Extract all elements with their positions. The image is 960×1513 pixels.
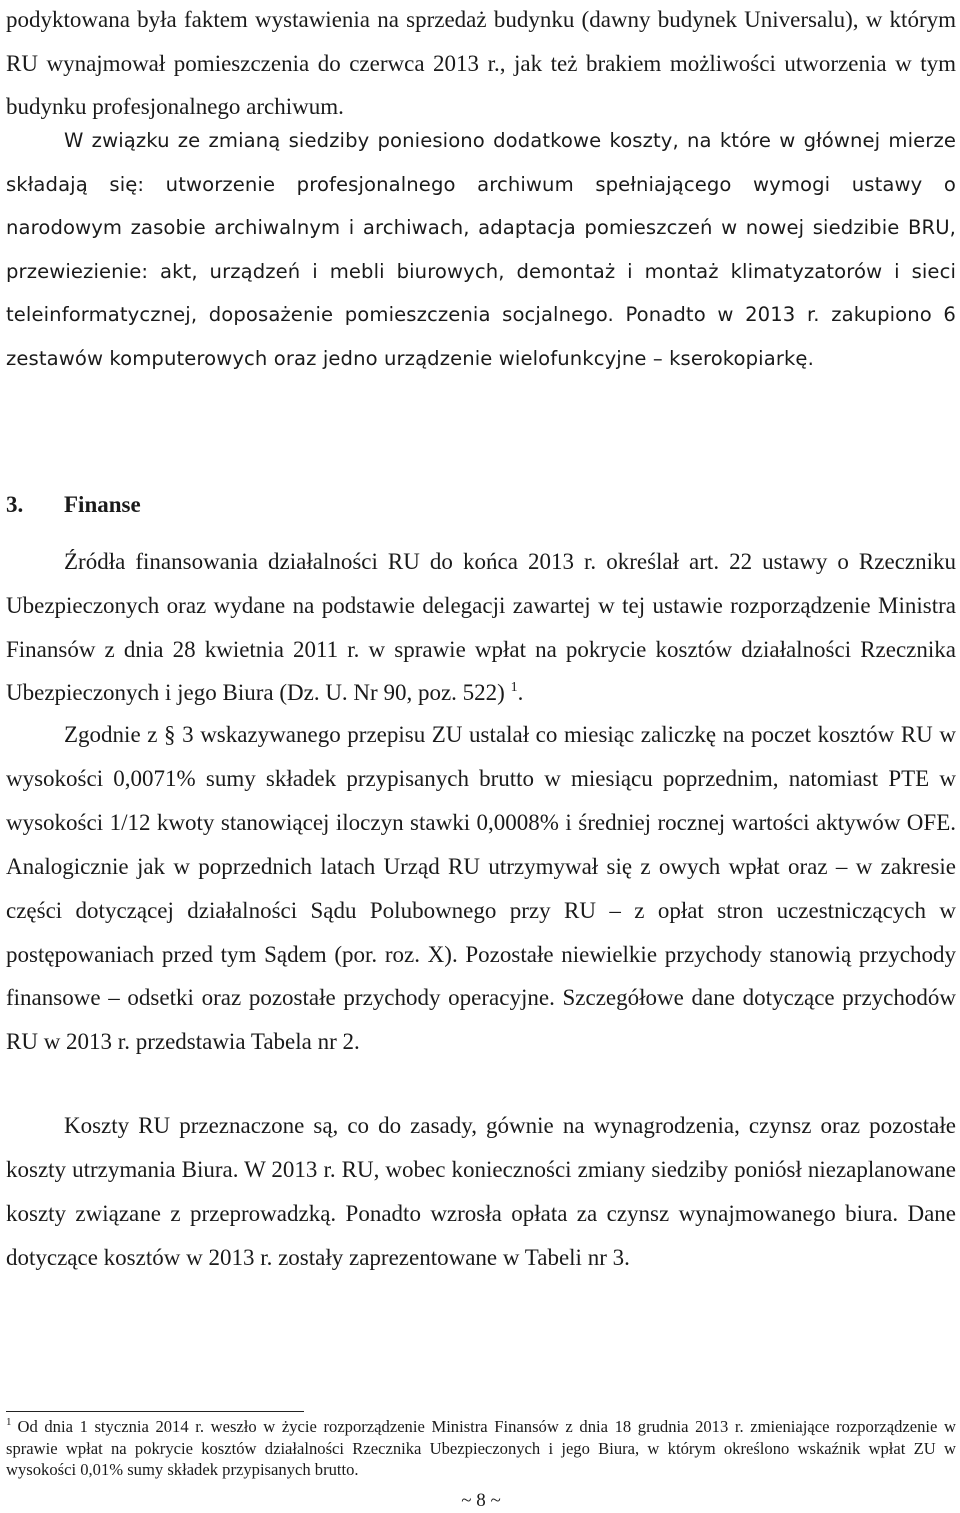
footnote-text: Od dnia 1 stycznia 2014 r. weszło w życie rozporządzenie Ministra Finansów z dnia 18 grudnia 2013 r. zmieniające rozporządzenie w sprawie wpłat na pokrycie kosztów działalności Rzecznika Ubezpieczonych i jego Biura, w którym określono wskaźnik wpłat ZU w wysokości 0,01% sumy składek przypisanych brutto. <box>6 1417 956 1480</box>
sources-text: Źródła finansowania działalności RU do końca 2013 r. określał art. 22 ustawy o Rzeczniku Ubezpieczonych oraz wydane na podstawie delegacji zawartej w tej ustawie rozporządzenie Ministra Finansów z dnia 28 kwietnia 2011 r. w sprawie wpłat na pokrycie kosztów działalności Rzecznika Ubezpieczonych i jego Biura (Dz. U. Nr 90, poz. 522) <box>6 549 956 706</box>
paragraph-text <box>6 540 956 715</box>
finance-sources-paragraph <box>6 540 956 715</box>
costs-paragraph <box>6 1104 956 1280</box>
continuation-paragraph <box>6 0 956 129</box>
footnote-mark: 1 <box>6 1416 12 1428</box>
sources-end: . <box>517 680 524 706</box>
footnote <box>6 1416 956 1481</box>
page-number: ~ 8 ~ <box>461 1490 501 1511</box>
paragraph-text: W związku ze zmianą siedziby poniesiono dodatkowe koszty, na które w głównej mierze składają się: utworzenie profesjonalnego archiwum spełniającego wymogi ustawy o narodowym zasobie archiwalnym i archiwach, adaptacja pomieszczeń w nowej siedzibie BRU, przewiezienie: akt, urządzeń i mebli biurowych, demontaż i montaż klimatyzatorów i sieci teleinformatycznej, doposażenie pomieszczenia socjalnego. Ponadto w 2013 r. zakupiono 6 zestawów komputerowych oraz jedno urządzenie wielofunkcyjne – kserokopiarkę. <box>6 129 956 370</box>
paragraph-text: podyktowana była faktem wystawienia na sprzedaż budynku (dawny budynek Universalu), w którym RU wynajmował pomieszczenia do czerwca 2013 r., jak też brakiem możliwości utworzenia w tym budynku profesjonalnego archiwum. <box>6 7 956 119</box>
footnote-separator <box>6 1411 304 1412</box>
section-heading <box>6 483 141 526</box>
section-title: Finanse <box>64 492 141 517</box>
section-number: 3. <box>6 492 24 517</box>
paragraph-text: Koszty RU przeznaczone są, co do zasady, gównie na wynagrodzenia, czynsz oraz pozostałe koszty utrzymania Biura. W 2013 r. RU, wobec konieczności zmiany siedziby poniósł niezaplanowane koszty związane z przeprowadzką. Ponadto wzrosła opłata za czynsz wynajmowanego biura. Dane dotyczące kosztów w 2013 r. zostały zaprezentowane w Tabeli nr 3. <box>6 1113 956 1270</box>
advance-payments-paragraph <box>6 713 956 1064</box>
paragraph-text: Zgodnie z § 3 wskazywanego przepisu ZU ustalał co miesiąc zaliczkę na poczet kosztów RU w wysokości 0,0071% sumy składek przypisanych brutto w miesiącu poprzednim, natomiast PTE w wysokości 1/12 kwoty stanowiącej iloczyn stawki 0,0008% i średniej rocznej wartości aktywów OFE. Analogicznie jak w poprzednich latach Urząd RU utrzymywał się z owych wpłat oraz – w zakresie części dotyczącej działalności Sądu Polubownego przy RU – z opłat stron uczestniczących w postępowaniach przed tym Sądem (por. roz. X). Pozostałe niewielkie przychody stanowią przychody finansowe – odsetki oraz pozostałe przychody operacyjne. Szczegółowe dane dotyczące przychodów RU w 2013 r. przedstawia Tabela nr 2. <box>6 722 956 1055</box>
office-costs-paragraph <box>6 119 956 380</box>
footnote-reference[interactable]: 1 <box>510 680 518 696</box>
